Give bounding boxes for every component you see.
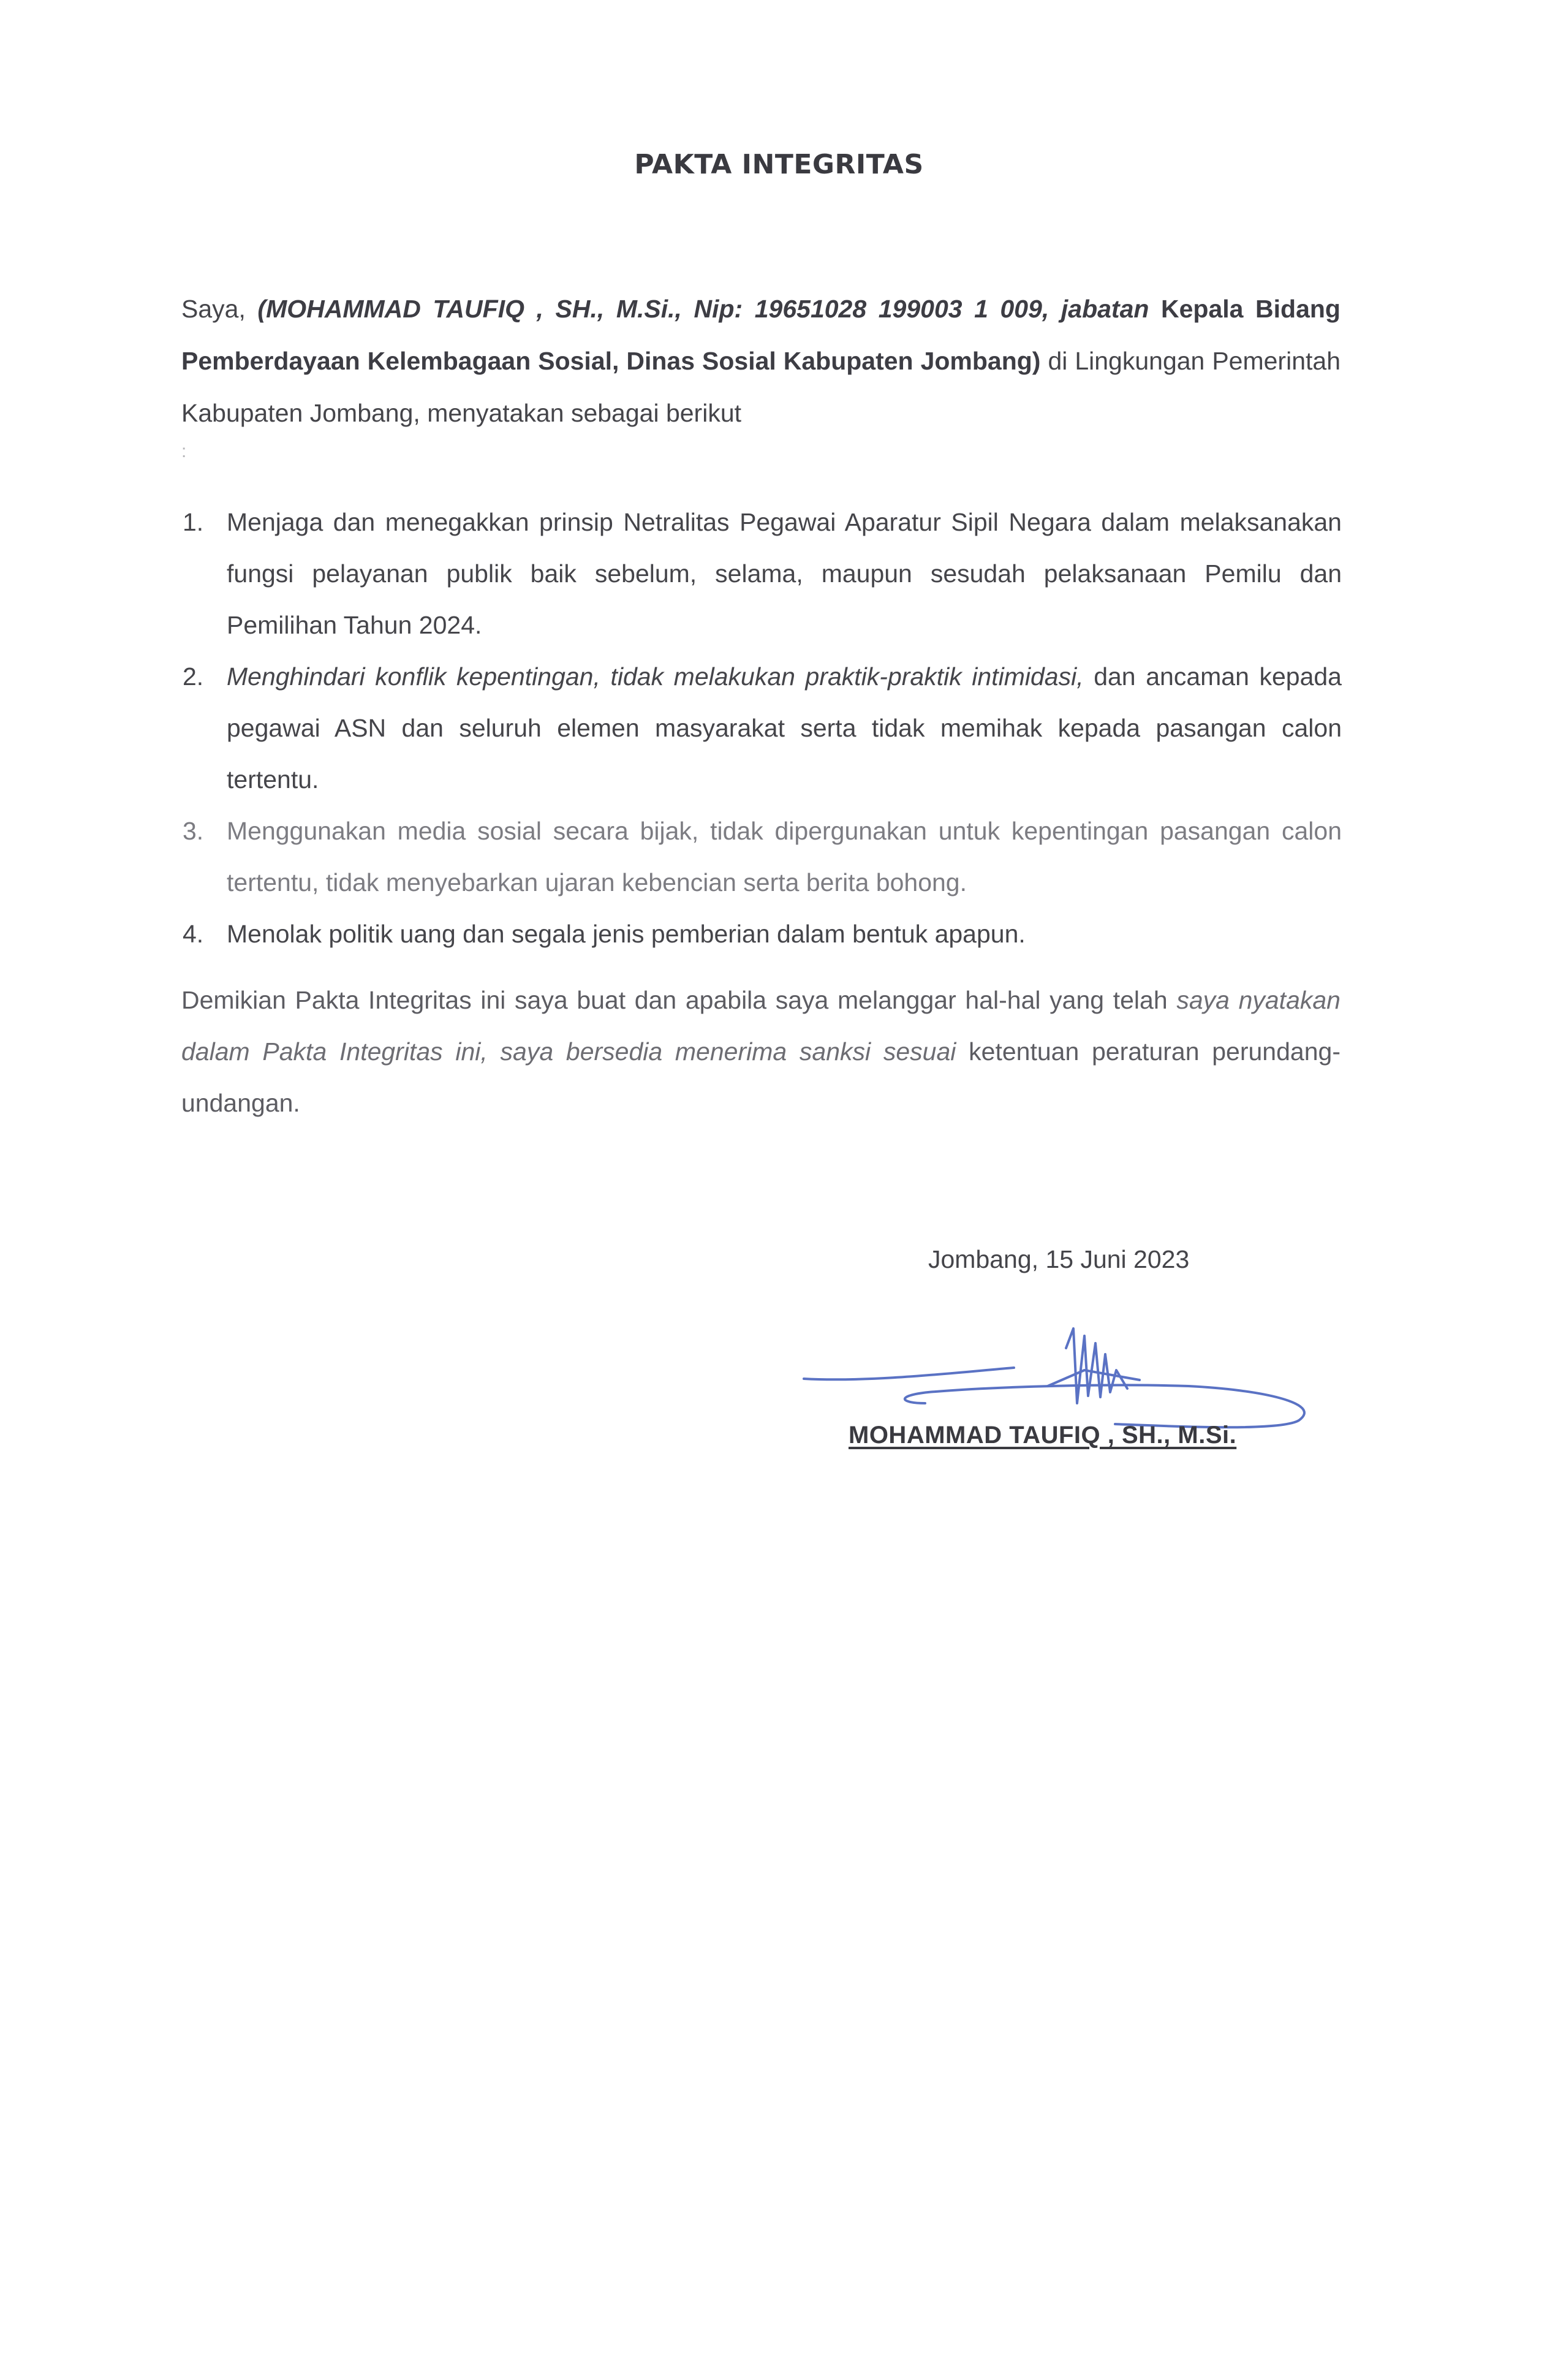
intro-stray-colon: :: [181, 441, 187, 461]
list-item-number: 4.: [183, 920, 204, 948]
intro-rest: di Lingkungan Pemerintah Kabupaten Jombang, menyatakan sebagai berikut: [181, 347, 1341, 427]
closing-line-3: ketentuan peraturan perundang-undangan.: [181, 1037, 1341, 1117]
intro-position: Kepala Bidang Pemberdayaan Kelembagaan Sosial, Dinas Sosial Kabupaten Jombang): [181, 295, 1341, 375]
intro-saya: Saya,: [181, 295, 246, 323]
intro-paragraph: [181, 283, 1341, 439]
list-item: [178, 805, 1342, 908]
list-item-text: Menggunakan media sosial secara bijak, tidak dipergunakan untuk kepentingan pasangan calon tertentu, tidak menyebarkan ujaran kebencian serta berita bohong.: [227, 817, 1342, 896]
list-item-text: Menolak politik uang dan segala jenis pemberian dalam bentuk apapun.: [227, 920, 1026, 948]
list-item-text-italic: Menghindari konflik kepentingan, tidak melakukan praktik-praktik intimidasi,: [227, 662, 1084, 691]
list-item: [178, 496, 1342, 651]
list-item-number: 1.: [183, 508, 204, 536]
list-item-text: Menjaga dan menegakkan prinsip Netralitas Pegawai Aparatur Sipil Negara dalam melaksanakan fungsi pelayanan publik baik sebelum, selama, maupun sesudah pelaksanaan Pemilu dan Pemilihan Tahun 2024.: [227, 508, 1342, 639]
closing-line-1: Demikian Pakta Integritas ini saya buat dan apabila saya melanggar hal-hal yang telah: [181, 986, 1168, 1014]
list-item: [178, 908, 1342, 960]
closing-paragraph: [181, 974, 1341, 1129]
points-list: [178, 496, 1342, 960]
signer-name: MOHAMMAD TAUFIQ , SH., M.Si.: [849, 1422, 1237, 1449]
list-item-number: 2.: [183, 662, 204, 691]
closing-line-2: saya nyatakan dalam Pakta Integritas ini, saya bersedia menerima sanksi sesuai: [181, 986, 1341, 1066]
intro-name-nip: (MOHAMMAD TAUFIQ , SH., M.Si., Nip: 19651028 199003 1 009,: [257, 295, 1049, 323]
list-item-text: dan ancaman kepada pegawai ASN dan seluruh elemen masyarakat serta tidak memihak kepada pasangan calon tertentu.: [227, 662, 1342, 794]
intro-jabatan-label: jabatan: [1061, 295, 1149, 323]
list-item-number: 3.: [183, 817, 204, 845]
document-title: PAKTA INTEGRITAS: [634, 149, 924, 180]
place-date: Jombang, 15 Juni 2023: [928, 1245, 1190, 1273]
list-item: [178, 651, 1342, 805]
